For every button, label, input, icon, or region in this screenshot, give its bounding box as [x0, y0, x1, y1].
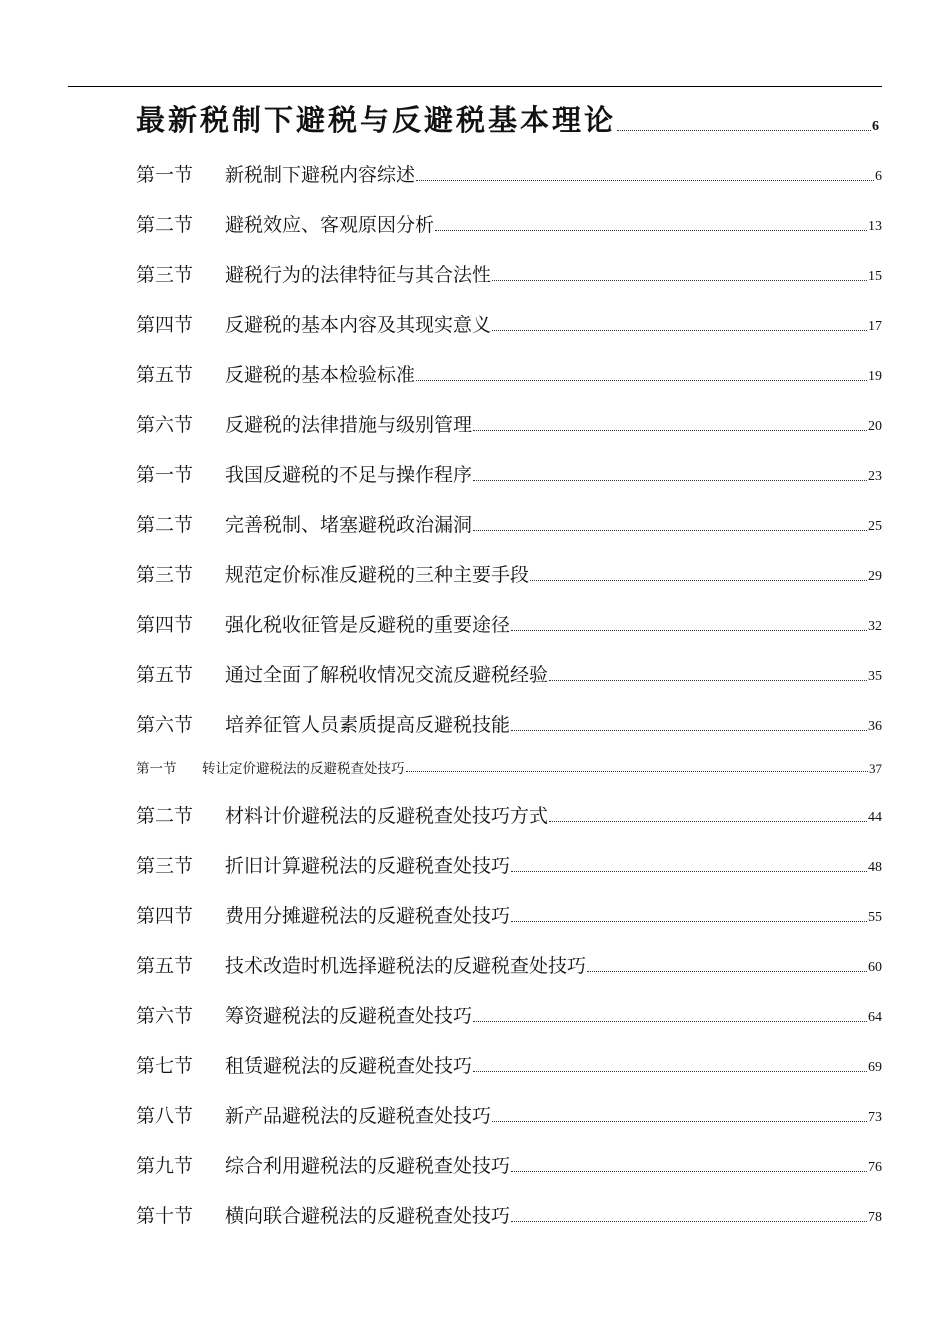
section-number: 第一节	[136, 760, 177, 777]
section-title: 完善税制、堵塞避税政治漏洞	[225, 514, 473, 536]
section-number: 第二节	[136, 514, 194, 536]
section-title: 费用分摊避税法的反避税查处技巧	[225, 905, 511, 927]
page-number: 6	[872, 119, 882, 134]
section-label	[136, 216, 434, 235]
section-label	[136, 366, 415, 385]
dot-leader	[473, 430, 867, 431]
dot-leader	[473, 1021, 867, 1022]
section-title: 折旧计算避税法的反避税查处技巧	[225, 855, 511, 877]
section-number: 第一节	[136, 464, 194, 486]
toc-section-entry[interactable]	[136, 976, 882, 1026]
dot-leader	[473, 1071, 867, 1072]
toc-section-entry[interactable]	[136, 735, 882, 776]
page-number: 19	[868, 369, 882, 384]
toc-section-entry[interactable]	[136, 1176, 882, 1226]
chapter-title: 最新税制下避税与反避税基本理论	[136, 103, 617, 137]
toc-section-entry[interactable]	[136, 385, 882, 435]
toc-section-entry[interactable]	[136, 826, 882, 876]
toc-section-entry[interactable]	[136, 235, 882, 285]
section-label	[136, 1207, 510, 1226]
section-number: 第六节	[136, 1005, 194, 1027]
section-label	[136, 760, 405, 777]
dot-leader	[435, 230, 867, 231]
section-title: 我国反避税的不足与操作程序	[225, 464, 473, 486]
toc-section-entry[interactable]	[136, 876, 882, 926]
section-number: 第十节	[136, 1205, 194, 1227]
toc-section-entry[interactable]	[136, 926, 882, 976]
section-title: 横向联合避税法的反避税查处技巧	[225, 1205, 511, 1227]
section-label	[136, 1107, 491, 1126]
page-number: 36	[868, 719, 882, 734]
section-number: 第八节	[136, 1105, 194, 1127]
page-number: 23	[868, 469, 882, 484]
dot-leader	[416, 380, 867, 381]
dot-leader	[549, 821, 867, 822]
section-title: 通过全面了解税收情况交流反避税经验	[225, 664, 549, 686]
section-label	[136, 1007, 472, 1026]
dot-leader	[492, 1121, 867, 1122]
section-number: 第四节	[136, 614, 194, 636]
section-title: 反避税的基本内容及其现实意义	[225, 314, 492, 336]
section-title: 规范定价标准反避税的三种主要手段	[225, 564, 530, 586]
section-number: 第六节	[136, 714, 194, 736]
section-number: 第三节	[136, 264, 194, 286]
section-number: 第七节	[136, 1055, 194, 1077]
dot-leader	[492, 280, 867, 281]
header-rule	[68, 86, 882, 87]
dot-leader	[530, 580, 867, 581]
page-number: 78	[868, 1210, 882, 1225]
dot-leader	[511, 921, 867, 922]
section-title: 新税制下避税内容综述	[225, 164, 416, 186]
page-number: 32	[868, 619, 882, 634]
section-number: 第三节	[136, 855, 194, 877]
section-label	[136, 516, 472, 535]
page-number: 15	[868, 269, 882, 284]
toc-section-entry[interactable]	[136, 435, 882, 485]
page-number: 20	[868, 419, 882, 434]
toc-chapter-entry[interactable]	[136, 95, 882, 135]
section-number: 第四节	[136, 314, 194, 336]
toc-section-entry[interactable]	[136, 1126, 882, 1176]
toc-section-entry[interactable]	[136, 776, 882, 826]
section-title: 培养征管人员素质提高反避税技能	[225, 714, 511, 736]
toc-section-entry[interactable]	[136, 535, 882, 585]
section-label	[136, 907, 510, 926]
section-label	[136, 1157, 510, 1176]
dot-leader	[473, 480, 867, 481]
section-title: 材料计价避税法的反避税查处技巧方式	[225, 805, 549, 827]
section-number: 第四节	[136, 905, 194, 927]
page-number: 44	[868, 810, 882, 825]
page-number: 25	[868, 519, 882, 534]
toc-section-entry[interactable]	[136, 485, 882, 535]
dot-leader	[406, 771, 869, 772]
section-label	[136, 266, 491, 285]
section-title: 技术改造时机选择避税法的反避税查处技巧	[225, 955, 587, 977]
page-number: 35	[868, 669, 882, 684]
section-label	[136, 166, 415, 185]
dot-leader	[511, 1221, 867, 1222]
section-title: 避税行为的法律特征与其合法性	[225, 264, 492, 286]
toc-section-entry[interactable]	[136, 585, 882, 635]
page-number: 48	[868, 860, 882, 875]
page-number: 29	[868, 569, 882, 584]
section-title: 反避税的法律措施与级别管理	[225, 414, 473, 436]
section-label	[136, 716, 510, 735]
section-number: 第九节	[136, 1155, 194, 1177]
page-number: 60	[868, 960, 882, 975]
page-number: 64	[868, 1010, 882, 1025]
section-title: 筹资避税法的反避税查处技巧	[225, 1005, 473, 1027]
dot-leader	[587, 971, 867, 972]
toc-section-entry[interactable]	[136, 135, 882, 185]
section-title: 综合利用避税法的反避税查处技巧	[225, 1155, 511, 1177]
section-label	[136, 616, 510, 635]
page-number: 17	[868, 319, 882, 334]
toc-section-entry[interactable]	[136, 335, 882, 385]
dot-leader	[549, 680, 867, 681]
toc-section-entry[interactable]	[136, 285, 882, 335]
section-title: 转让定价避税法的反避税查处技巧	[202, 760, 405, 777]
toc-section-entry[interactable]	[136, 1076, 882, 1126]
dot-leader	[416, 180, 874, 181]
page-number: 76	[868, 1160, 882, 1175]
section-number: 第五节	[136, 955, 194, 977]
section-label	[136, 416, 472, 435]
section-label	[136, 1057, 472, 1076]
page-number: 55	[868, 910, 882, 925]
table-of-contents	[136, 95, 882, 1226]
section-title: 租赁避税法的反避税查处技巧	[225, 1055, 473, 1077]
dot-leader	[492, 330, 867, 331]
section-label	[136, 466, 472, 485]
toc-section-entry[interactable]	[136, 685, 882, 735]
dot-leader	[473, 530, 867, 531]
toc-section-entry[interactable]	[136, 1026, 882, 1076]
section-number: 第五节	[136, 664, 194, 686]
section-number: 第二节	[136, 214, 194, 236]
section-label	[136, 666, 548, 685]
dot-leader	[511, 730, 867, 731]
page-number: 6	[875, 169, 882, 184]
section-label	[136, 857, 510, 876]
section-title: 反避税的基本检验标准	[225, 364, 416, 386]
section-number: 第五节	[136, 364, 194, 386]
toc-section-entry[interactable]	[136, 635, 882, 685]
page-number: 37	[869, 761, 882, 776]
section-number: 第一节	[136, 164, 194, 186]
section-label	[136, 566, 529, 585]
toc-section-entry[interactable]	[136, 185, 882, 235]
dot-leader	[511, 630, 867, 631]
dot-leader	[511, 871, 867, 872]
section-label	[136, 957, 586, 976]
section-number: 第二节	[136, 805, 194, 827]
section-label	[136, 316, 491, 335]
section-title: 避税效应、客观原因分析	[225, 214, 435, 236]
section-label	[136, 807, 548, 826]
page-number: 13	[868, 219, 882, 234]
page-number: 73	[868, 1110, 882, 1125]
section-number: 第六节	[136, 414, 194, 436]
dot-leader	[511, 1171, 867, 1172]
section-title: 新产品避税法的反避税查处技巧	[225, 1105, 492, 1127]
page-number: 69	[868, 1060, 882, 1075]
section-title: 强化税收征管是反避税的重要途径	[225, 614, 511, 636]
dot-leader	[617, 130, 871, 131]
section-number: 第三节	[136, 564, 194, 586]
